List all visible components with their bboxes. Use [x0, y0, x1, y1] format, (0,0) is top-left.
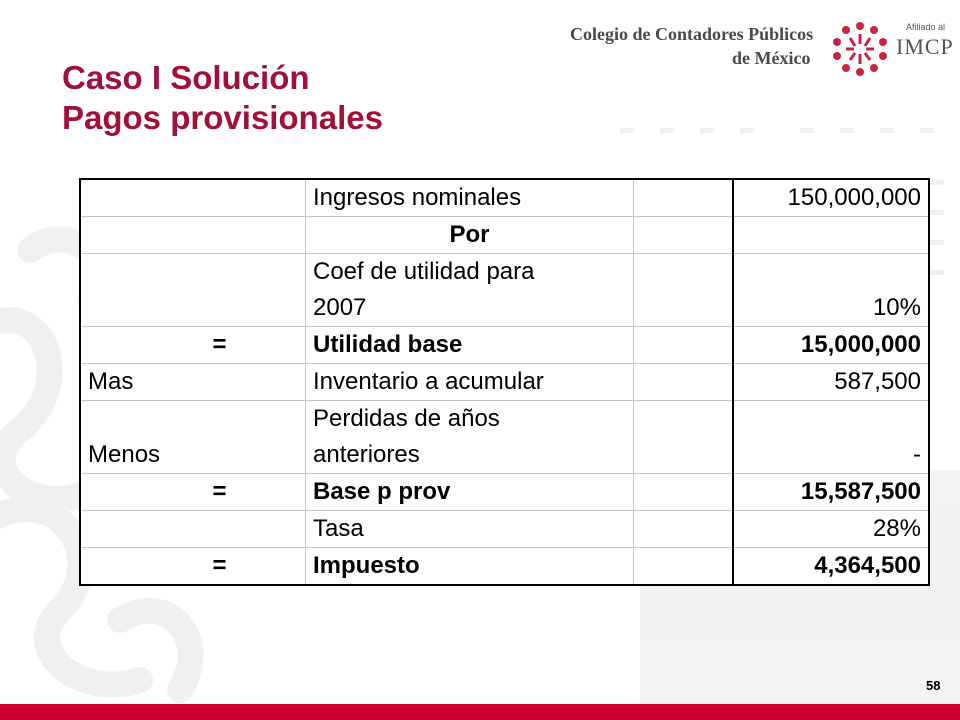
concept-cell: Ingresos nominales [306, 179, 634, 217]
logo-affiliation: Afiliado al [906, 22, 946, 32]
concept-line1: Perdidas de años [313, 405, 500, 432]
spacer-cell [634, 548, 734, 586]
spacer-cell [634, 254, 734, 327]
value-cell: - [733, 401, 929, 474]
concept-cell [306, 401, 634, 474]
sign-cell [80, 511, 306, 548]
spacer-cell [634, 364, 734, 401]
sign-cell: = [80, 327, 306, 364]
value-cell: 10% [733, 254, 929, 327]
value-cell [733, 217, 929, 254]
spacer-cell [634, 217, 734, 254]
concept-cell: Utilidad base [306, 327, 634, 364]
value-cell: 28% [733, 511, 929, 548]
table-row [80, 217, 929, 254]
slide-title [62, 58, 383, 138]
concept-cell [306, 254, 634, 327]
spacer-cell [634, 327, 734, 364]
sign-cell: = [80, 548, 306, 586]
sign-cell [80, 179, 306, 217]
spacer-cell [634, 474, 734, 511]
concept-line2: 2007 [313, 294, 367, 321]
concept-cell: Inventario a acumular [306, 364, 634, 401]
spacer-cell [634, 401, 734, 474]
table-row [80, 327, 929, 364]
concept-cell: Base p prov [306, 474, 634, 511]
sign-cell [80, 217, 306, 254]
table-row [80, 511, 929, 548]
concept-cell: Tasa [306, 511, 634, 548]
table-row [80, 364, 929, 401]
value-cell: 4,364,500 [733, 548, 929, 586]
organization-logo [570, 22, 954, 82]
value-cell: 587,500 [733, 364, 929, 401]
page-number: 58 [926, 678, 941, 693]
bottom-accent-bar [0, 704, 960, 720]
table-row [80, 548, 929, 586]
calculation-table [79, 178, 930, 586]
value-cell: 15,000,000 [733, 327, 929, 364]
concept-cell: Impuesto [306, 548, 634, 586]
slide-title-line1: Caso I Solución [62, 59, 310, 96]
table-row [80, 179, 929, 217]
value-cell: 150,000,000 [733, 179, 929, 217]
logo-line2: de México [732, 48, 811, 68]
table-row [80, 254, 929, 327]
concept-line1: Coef de utilidad para [313, 258, 535, 285]
logo-line1: Colegio de Contadores Públicos [570, 24, 814, 44]
table-row [80, 401, 929, 474]
sign-cell [80, 254, 306, 327]
logo-acronym: IMCP [896, 34, 954, 59]
sign-cell: Menos [80, 401, 306, 474]
table-row [80, 474, 929, 511]
spacer-cell [634, 179, 734, 217]
concept-line2: anteriores [313, 441, 420, 468]
sign-cell: Mas [80, 364, 306, 401]
spacer-cell [634, 511, 734, 548]
concept-cell: Por [306, 217, 634, 254]
logo-emblem-icon [828, 18, 892, 78]
sign-cell: = [80, 474, 306, 511]
slide-title-line2: Pagos provisionales [62, 99, 383, 136]
value-cell: 15,587,500 [733, 474, 929, 511]
